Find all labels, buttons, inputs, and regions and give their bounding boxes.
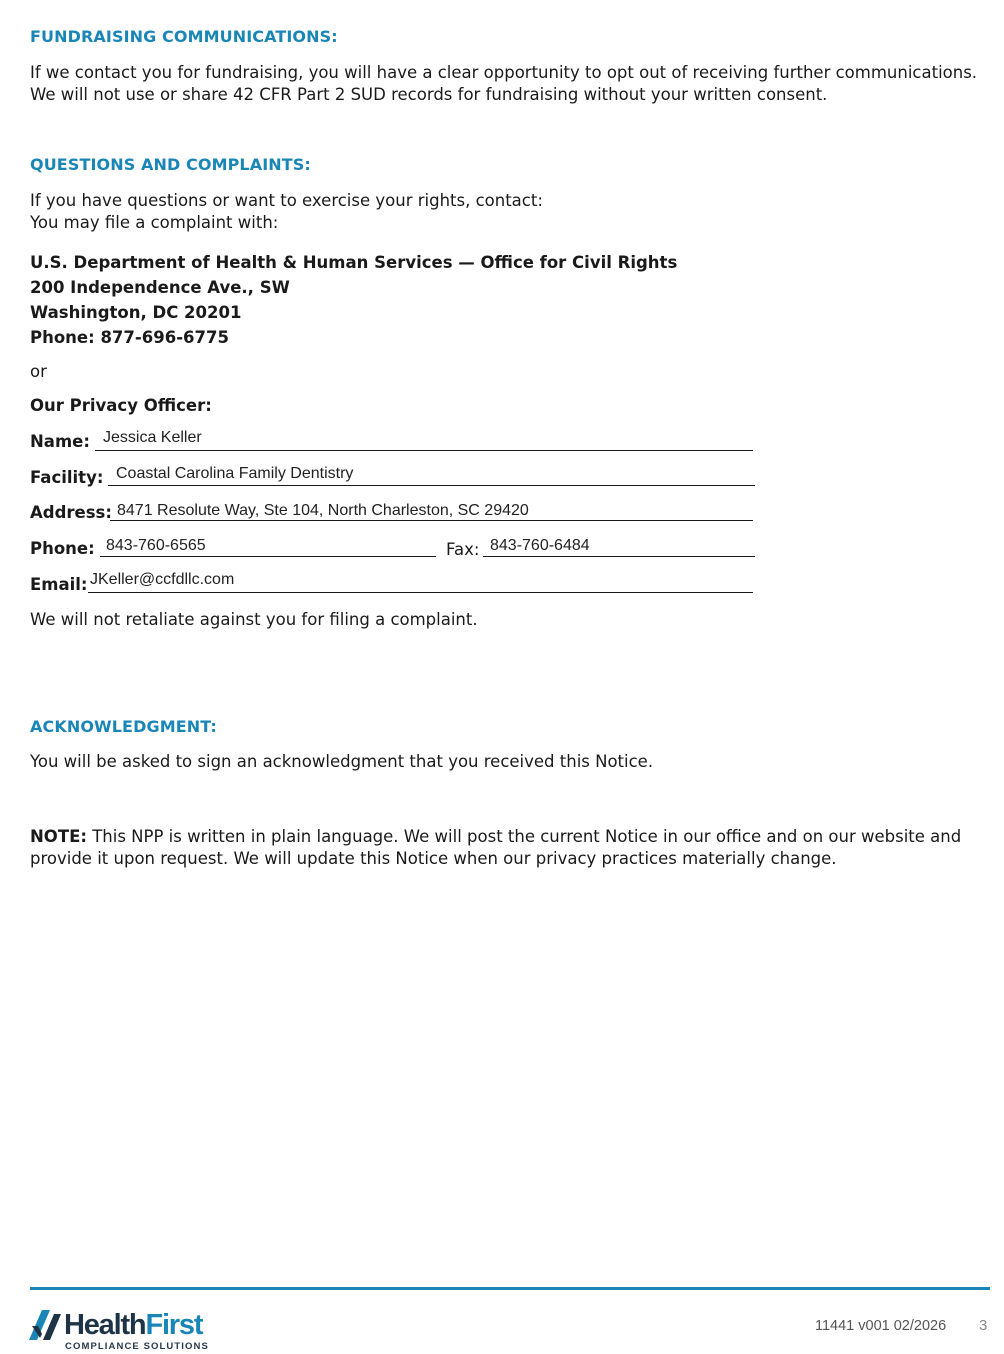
email-value[interactable]: JKeller@ccfdllc.com xyxy=(90,571,235,588)
retaliation-text: We will not retaliate against you for filing a complaint. xyxy=(30,610,478,629)
name-underline xyxy=(95,450,753,451)
facility-underline xyxy=(108,485,755,486)
phone-value[interactable]: 843-760-6565 xyxy=(106,537,206,554)
logo-subtitle: COMPLIANCE SOLUTIONS xyxy=(65,1341,209,1352)
note-label: NOTE: xyxy=(30,827,87,846)
phone-underline xyxy=(100,556,436,557)
address-value[interactable]: 8471 Resolute Way, Ste 104, North Charleston, SC 29420 xyxy=(117,502,529,519)
questions-line-2: You may file a complaint with: xyxy=(30,213,279,232)
email-label: Email: xyxy=(30,575,88,594)
hhs-city: Washington, DC 20201 xyxy=(30,303,242,322)
name-label: Name: xyxy=(30,432,90,451)
fax-underline xyxy=(483,556,755,557)
facility-label: Facility: xyxy=(30,468,104,487)
acknowledgment-heading: ACKNOWLEDGMENT: xyxy=(30,717,217,736)
questions-line-1: If you have questions or want to exercise your rights, contact: xyxy=(30,191,543,210)
fundraising-line-1: If we contact you for fundraising, you will have a clear opportunity to opt out of receiving further communications. xyxy=(30,63,978,82)
fundraising-line-2: We will not use or share 42 CFR Part 2 SUD records for fundraising without your written consent. xyxy=(30,85,828,104)
healthfirst-logo-icon xyxy=(28,1308,62,1342)
footer-divider xyxy=(30,1287,990,1290)
acknowledgment-text: You will be asked to sign an acknowledgment that you received this Notice. xyxy=(30,752,654,771)
hhs-office-name: U.S. Department of Health & Human Services — Office for Civil Rights xyxy=(30,253,678,272)
phone-label: Phone: xyxy=(30,539,95,558)
fundraising-text xyxy=(30,62,977,106)
address-label: Address: xyxy=(30,503,112,522)
fax-value[interactable]: 843-760-6484 xyxy=(490,537,590,554)
email-underline xyxy=(88,592,753,593)
questions-heading: QUESTIONS AND COMPLAINTS: xyxy=(30,155,311,174)
hhs-phone: Phone: 877-696-6775 xyxy=(30,328,229,347)
fundraising-heading: FUNDRAISING COMMUNICATIONS: xyxy=(30,27,338,46)
page-number: 3 xyxy=(979,1317,988,1334)
healthfirst-logo-text xyxy=(64,1309,202,1342)
or-text: or xyxy=(30,362,47,381)
facility-value[interactable]: Coastal Carolina Family Dentistry xyxy=(116,465,354,482)
logo-health: Health xyxy=(64,1309,146,1341)
note-text-1: This NPP is written in plain language. We will post the current Notice in our office and on our website and xyxy=(86,827,962,846)
note-line-2: provide it upon request. We will update this Notice when our privacy practices materially change. xyxy=(30,849,837,868)
address-underline xyxy=(110,520,753,521)
note-line-1 xyxy=(30,826,961,848)
logo-first: First xyxy=(145,1309,203,1341)
privacy-officer-label: Our Privacy Officer: xyxy=(30,396,212,415)
note-block xyxy=(30,826,961,870)
questions-text xyxy=(30,190,543,234)
document-code: 11441 v001 02/2026 xyxy=(815,1318,947,1334)
fax-label: Fax: xyxy=(446,540,480,559)
hhs-street: 200 Independence Ave., SW xyxy=(30,278,290,297)
name-value[interactable]: Jessica Keller xyxy=(103,429,202,446)
hhs-address-block xyxy=(30,250,677,350)
